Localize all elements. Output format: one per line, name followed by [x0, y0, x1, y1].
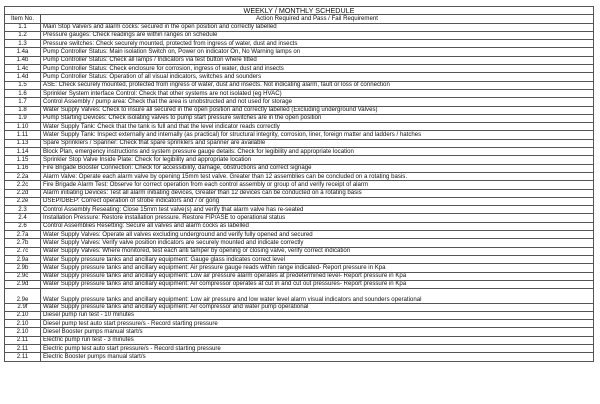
table-row — [5, 280, 594, 288]
table-row — [5, 222, 594, 230]
table-row — [5, 48, 594, 56]
requirement-text: Water Supply Valves: Operate all valves excluding underground and verify fully opened and secured — [41, 231, 594, 239]
requirement-text: Water Supply Valves: Verify valve position indicators are securely mounted and indicate correctly — [41, 239, 594, 247]
schedule-body — [5, 23, 594, 361]
table-row — [5, 311, 594, 319]
item-number: 2.11 — [5, 336, 41, 344]
requirement-text: Water Supply pressure tanks and ancillary equipment: Low air pressure alarm operates at predetermined level- Report pressure in Kpa — [41, 272, 594, 280]
requirement-text: Electric pump test auto start pressure/s - Record starting pressure — [41, 345, 594, 353]
requirement-text: Water Supply Tank: Check that the tank is full and that the level indicator reads correctly — [41, 123, 594, 131]
table-row — [5, 73, 594, 81]
requirement-text: Diesel Booster pumps manual start/s — [41, 328, 594, 336]
table-row — [5, 181, 594, 189]
item-number: 2.11 — [5, 353, 41, 361]
item-number: 2.11 — [5, 345, 41, 353]
item-number: 1.6 — [5, 89, 41, 97]
requirement-text: Diesel pump run test - 10 minutes — [41, 311, 594, 319]
item-number: 1.4a — [5, 48, 41, 56]
item-number: 1.4c — [5, 65, 41, 73]
table-row — [5, 164, 594, 172]
table-row — [5, 206, 594, 214]
item-number: 2.10 — [5, 311, 41, 319]
schedule-title: WEEKLY / MONTHLY SCHEDULE — [5, 7, 594, 15]
table-row — [5, 231, 594, 239]
requirement-text: DSEP/DBEP: Correct operation of strobe indicators and / or gong — [41, 197, 594, 205]
schedule-table — [4, 6, 594, 362]
item-number: 2.9d — [5, 280, 41, 288]
requirement-text: Sprinkler Stop Valve Inside Plate: Check for legibility and appropriate location — [41, 156, 594, 164]
item-number: 2.9c — [5, 272, 41, 280]
table-row — [5, 189, 594, 197]
item-number: 1.13 — [5, 139, 41, 147]
item-number: 2.2d — [5, 189, 41, 197]
header-row — [5, 15, 594, 23]
requirement-text: Water Supply pressure tanks and ancillary equipment: Low air pressure and low water level alarm visual indicators and sounders operational — [41, 289, 594, 304]
item-number: 2.7b — [5, 239, 41, 247]
item-number: 2.7a — [5, 231, 41, 239]
table-row — [5, 320, 594, 328]
requirement-text: Pressure switches: Check securely mounted, protected from ingress of water, dust and insects — [41, 40, 594, 48]
requirement-header: Action Required and Pass / Fail Requirement — [41, 15, 594, 23]
requirement-text: Pump Controller Status: Operation of all visual indicators, switches and sounders — [41, 73, 594, 81]
requirement-text: Pump Controller Status: Main isolation Switch on, Power on indicator On, No Warning lamps on — [41, 48, 594, 56]
table-row — [5, 255, 594, 263]
title-row — [5, 7, 594, 15]
item-number: 2.2c — [5, 181, 41, 189]
table-row — [5, 31, 594, 39]
table-row — [5, 106, 594, 114]
table-row — [5, 81, 594, 89]
requirement-text: Block Plan, emergency instructions and system pressure gauge details: Check for legibility and appropriate location — [41, 148, 594, 156]
item-number: 1.16 — [5, 164, 41, 172]
requirement-text: Installation Pressure: Restore installation pressure. Restore FIP/ASE to operational status — [41, 214, 594, 222]
item-number: 1.15 — [5, 156, 41, 164]
item-no-header: Item No. — [5, 15, 41, 23]
table-row — [5, 65, 594, 73]
item-number: 2.2a — [5, 172, 41, 180]
item-number: 1.7 — [5, 98, 41, 106]
item-number: 1.3 — [5, 40, 41, 48]
item-number: 1.5 — [5, 81, 41, 89]
requirement-text: ASE: Check securely mounted, protected from ingress of water, dust and insects. Not indicating alarm, fault or loss of connection — [41, 81, 594, 89]
requirement-text: Pump Controller Status: Check all lamps / Indicators via test button where fitted — [41, 56, 594, 64]
item-number: 1.4b — [5, 56, 41, 64]
item-number: 2.4 — [5, 214, 41, 222]
requirement-text: Water Supply Tank: Inspect externally and internally (as practical) for structural integrity, corrosion, liner, foreign matter and ladders / hatches — [41, 131, 594, 139]
requirement-text: Pump Starting Devices: Check isolating valves to pump start pressure switches are in the open position — [41, 114, 594, 122]
item-number: 1.4d — [5, 73, 41, 81]
requirement-text: Control Assembly Reseating: Close 15mm test valve(s) and verify that alarm valve has re-seated — [41, 206, 594, 214]
table-row — [5, 148, 594, 156]
item-number: 2.9a — [5, 255, 41, 263]
item-number: 2.6 — [5, 222, 41, 230]
item-number: 1.1 — [5, 23, 41, 31]
table-row — [5, 247, 594, 255]
table-row — [5, 139, 594, 147]
item-number: 1.11 — [5, 131, 41, 139]
requirement-text: Main Stop Valve/s and alarm cocks: secured in the open position and correctly labelled — [41, 23, 594, 31]
table-row — [5, 197, 594, 205]
table-row — [5, 40, 594, 48]
requirement-text: Sprinkler System interface Control: Check that other systems are not isolated (eg HVAC) — [41, 89, 594, 97]
item-number: 2.9b — [5, 264, 41, 272]
requirement-text: Control Assembly / pump area: Check that the area is unobstructed and not used for storage — [41, 98, 594, 106]
item-number: 2.9e — [5, 289, 41, 304]
table-row — [5, 336, 594, 344]
table-row — [5, 172, 594, 180]
table-row — [5, 264, 594, 272]
table-row — [5, 345, 594, 353]
requirement-text: Alarm Valve: Operate each alarm valve by opening 15mm test valve. Greater than 12 assemblies can be concluded on a rotating basis. — [41, 172, 594, 180]
item-number: 2.10 — [5, 320, 41, 328]
item-number: 2.7c — [5, 247, 41, 255]
table-row — [5, 89, 594, 97]
item-number: 1.8 — [5, 106, 41, 114]
table-row — [5, 214, 594, 222]
table-row — [5, 353, 594, 361]
item-number: 1.9 — [5, 114, 41, 122]
table-row — [5, 56, 594, 64]
item-number: 1.10 — [5, 123, 41, 131]
item-number: 2.9f — [5, 303, 41, 311]
item-number: 2.3 — [5, 206, 41, 214]
item-number: 2.10 — [5, 328, 41, 336]
requirement-text: Water Supply pressure tanks and ancillary equipment: Air compressor and water pump operational — [41, 303, 594, 311]
item-number: 1.14 — [5, 148, 41, 156]
requirement-text: Water Supply pressure tanks and ancillary equipment: Air compressor operates at cut in and cut out pressures- Report pressure in Kpa — [41, 280, 594, 288]
requirement-text: Electric pump run test - 3 minutes — [41, 336, 594, 344]
table-row — [5, 289, 594, 304]
requirement-text: Fire Brigade Alarm Test: Observe for correct operation from each control assembly or group of and verify receipt of alarm — [41, 181, 594, 189]
requirement-text: Water Supply Valves: Check to insure all secured in the open position and correctly labelled (Excluding underground Valves) — [41, 106, 594, 114]
table-row — [5, 303, 594, 311]
table-row — [5, 98, 594, 106]
requirement-text: Fire Brigade Booster Connection: Check for accessibility, damage, obstructions and correct signage — [41, 164, 594, 172]
requirement-text: Water Supply pressure tanks and ancillary equipment: Gauge glass indicates correct level — [41, 255, 594, 263]
table-row — [5, 328, 594, 336]
table-row — [5, 23, 594, 31]
table-row — [5, 272, 594, 280]
requirement-text: Spare Sprinklers / Spanner: Check that spare sprinklers and spanner are available — [41, 139, 594, 147]
schedule-sheet — [4, 6, 594, 362]
table-row — [5, 114, 594, 122]
requirement-text: Electric Booster pumps manual start/s — [41, 353, 594, 361]
table-row — [5, 239, 594, 247]
requirement-text: Pump Controller Status: Check enclosure for corrosion, ingress of water, dust and insects — [41, 65, 594, 73]
table-row — [5, 156, 594, 164]
requirement-text: Water Supply Valves: Where monitored, test each anti tamper by opening or closing valve, verify correct indication — [41, 247, 594, 255]
requirement-text: Water Supply pressure tanks and ancillary equipment: Air pressure gauge reads within range indicated- Report pressure in Kpa — [41, 264, 594, 272]
requirement-text: Diesel pump test auto start pressure/s - Record starting pressure — [41, 320, 594, 328]
requirement-text: Pressure gauges: Check readings are within ranges on schedule — [41, 31, 594, 39]
item-number: 1.2 — [5, 31, 41, 39]
requirement-text: Alarm initiating Devices: Test all alarm initiating devices, Greater than 12 devices can be conducted on a rotating basis — [41, 189, 594, 197]
requirement-text: Control Assemblies Resetting: Secure all valves and alarm cocks as labelled — [41, 222, 594, 230]
table-row — [5, 123, 594, 131]
item-number: 2.2e — [5, 197, 41, 205]
table-row — [5, 131, 594, 139]
